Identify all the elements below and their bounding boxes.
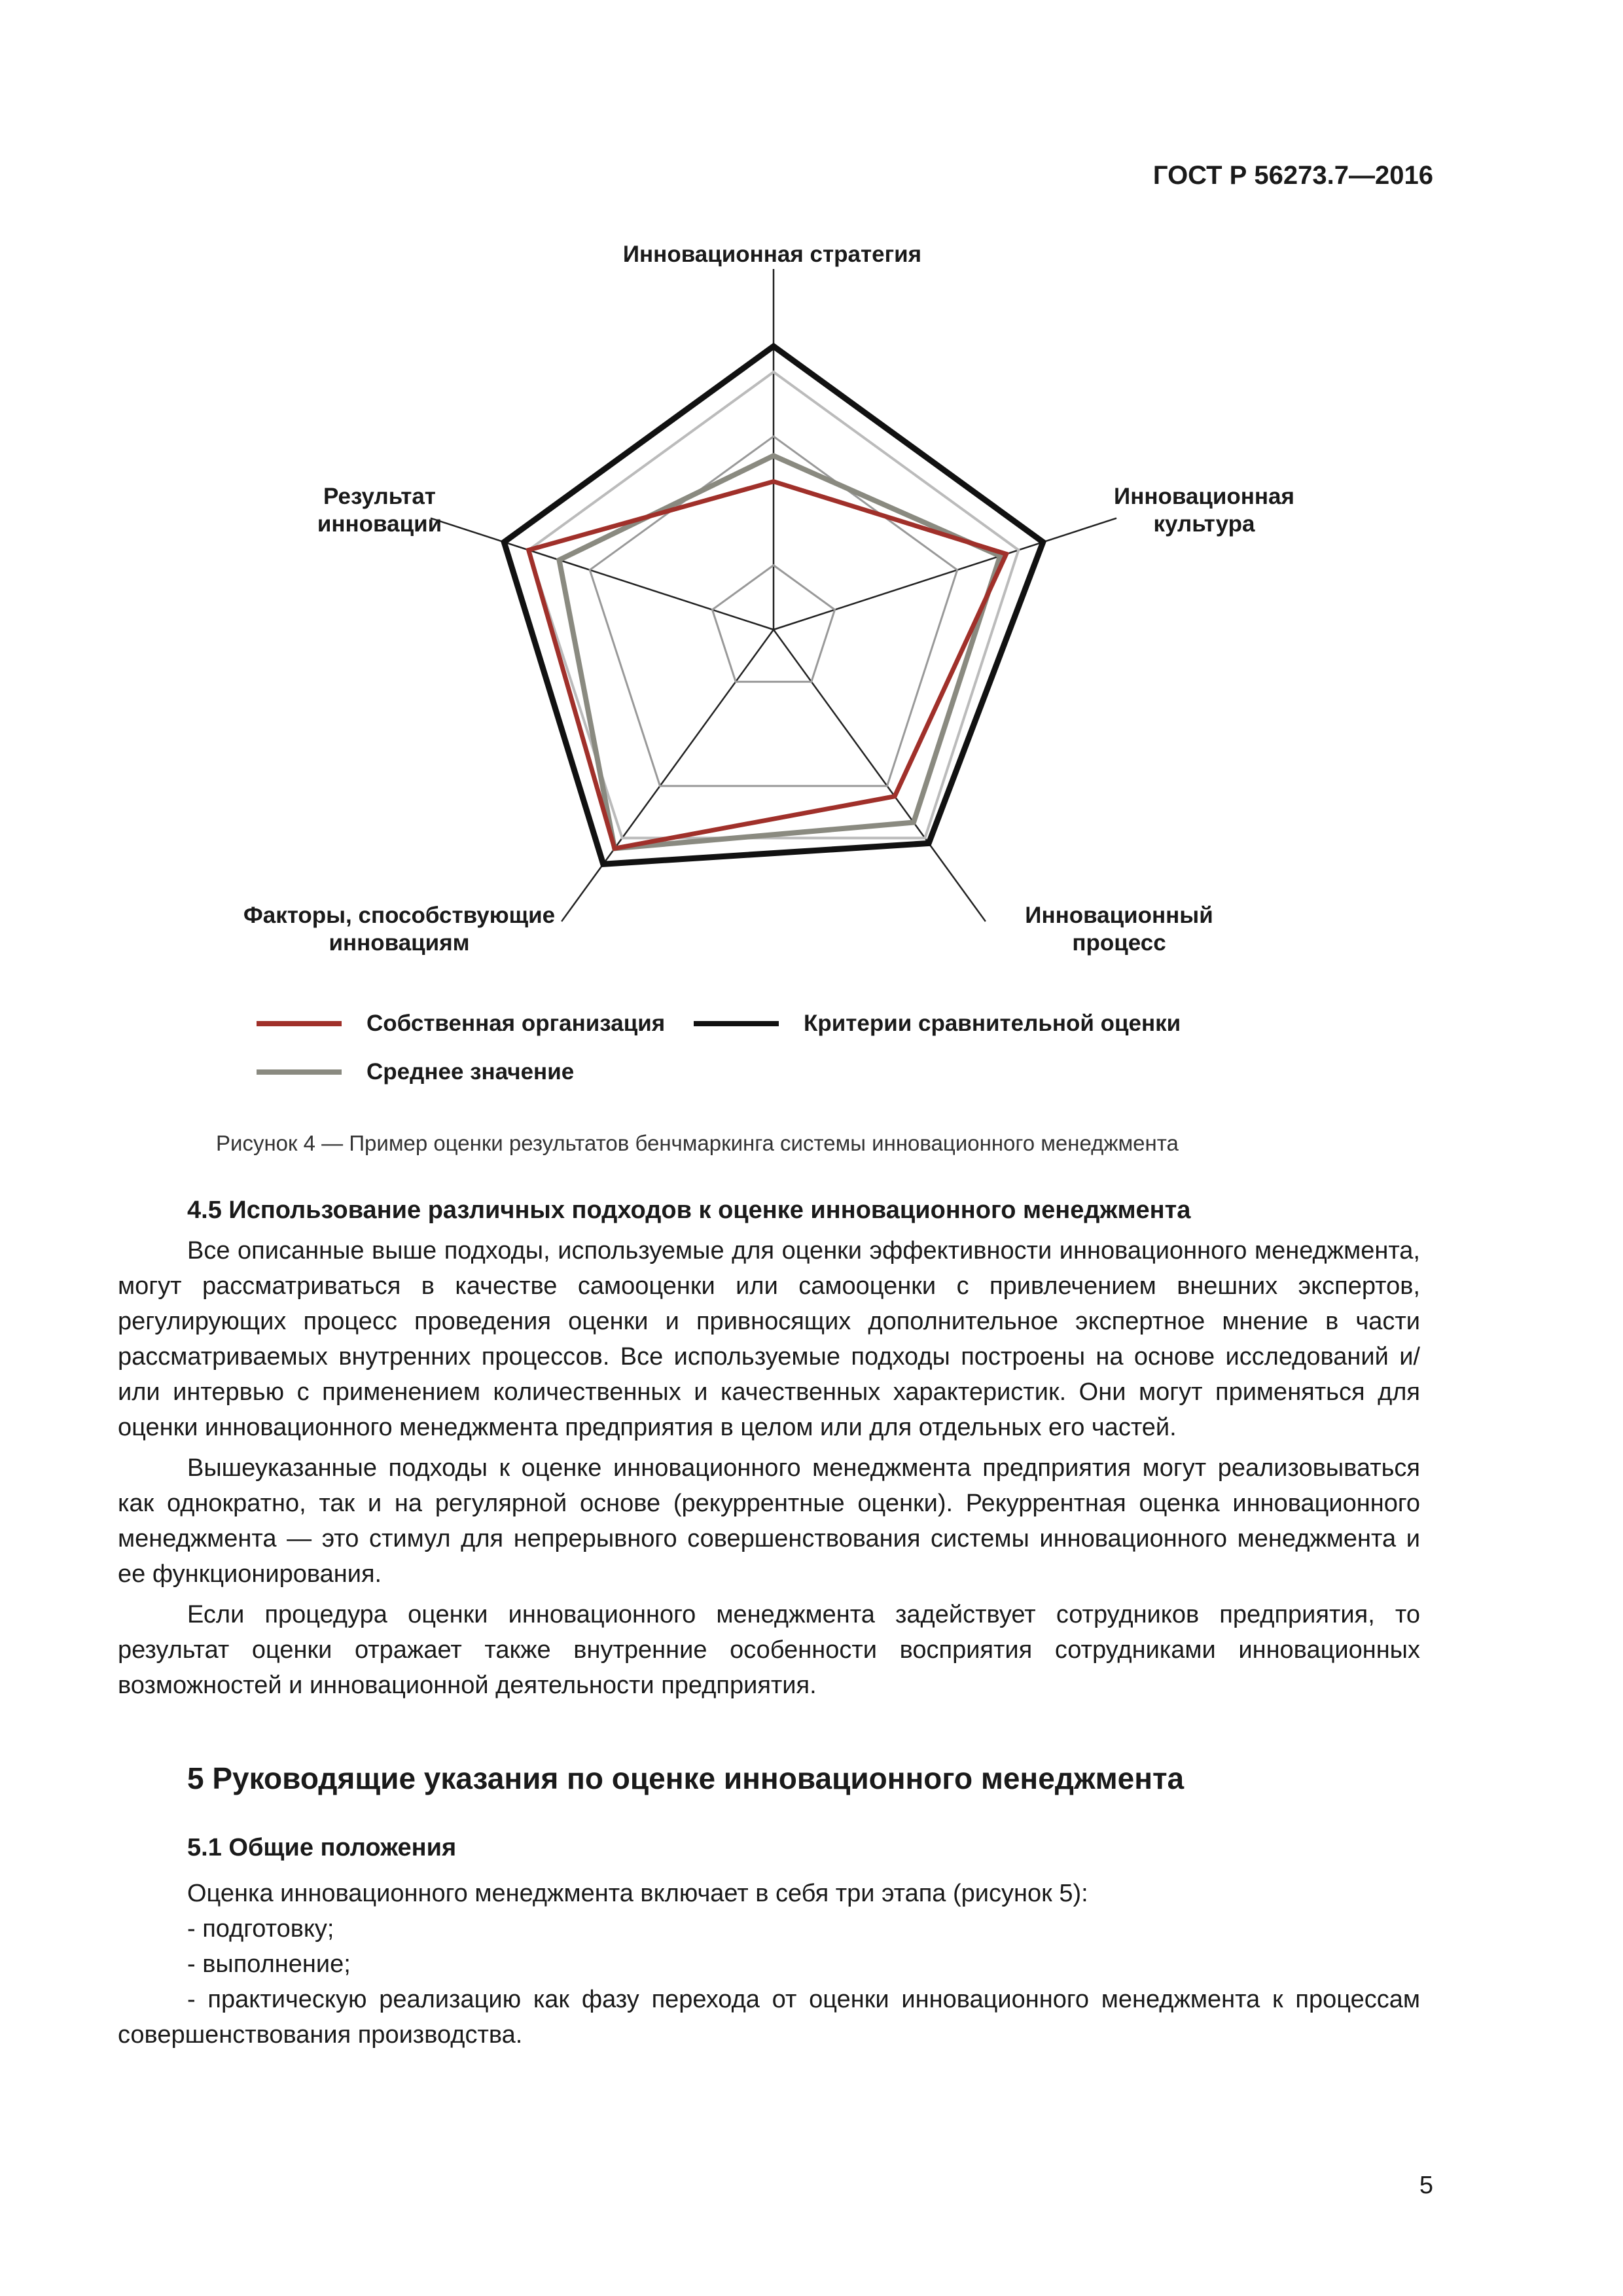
list-item: - выполнение;: [187, 1950, 351, 1978]
section-5: [118, 1761, 1420, 2053]
radar-chart: [0, 0, 1623, 1021]
section-5-1-heading: 5.1 Общие положения: [187, 1834, 457, 1861]
legend-criteria: Критерии сравнительной оценки: [694, 1011, 1181, 1037]
legend-own: Собственная организация: [257, 1011, 665, 1037]
paragraph: Если процедура оценки инновационного менеджмента задействует сотрудников предприятия, то результат оценки отражает также внутренние особенности восприятия сотрудниками инновационных возможностей и инновационной деятельности предприятия.: [118, 1601, 1420, 1699]
legend-own-swatch: [257, 1021, 342, 1026]
legend-average-swatch: [257, 1069, 342, 1075]
legend-average: Среднее значение: [257, 1059, 574, 1085]
document-code: ГОСТ Р 56273.7—2016: [1152, 161, 1433, 190]
paragraph: Вышеуказанные подходы к оценке инновационного менеджмента предприятия могут реализовываться как однократно, так и на регулярной основе (рекуррентные оценки). Рекуррентная оценка инновационного менеджмента — это стимул для непрерывного совершенствования системы инновационного менеджмента и ее функционирования.: [118, 1454, 1420, 1588]
section-5-heading: 5 Руководящие указания по оценке инновационного менеджмента: [187, 1761, 1185, 1795]
figure-caption: Рисунок 4 — Пример оценки результатов бенчмаркинга системы инновационного менеджмента: [216, 1131, 1179, 1155]
section-5-1-intro: Оценка инновационного менеджмента включает в себя три этапа (рисунок 5):: [187, 1880, 1088, 1907]
radar-series-2: [559, 456, 1000, 848]
axis-label-strategy: Инновационная стратегия: [622, 242, 922, 267]
section-4-5-heading: 4.5 Использование различных подходов к оценке инновационного менеджмента: [187, 1196, 1191, 1224]
legend-criteria-swatch: [694, 1021, 779, 1026]
list-item: - подготовку;: [187, 1915, 334, 1943]
axis-label-process: Инновационный процесс: [1025, 903, 1213, 956]
paragraph: Все описанные выше подходы, используемые для оценки эффективности инновационного менеджмента, могут рассматриваться в качестве самооценки или самооценки с привлечением внешних экспертов, регулирующих процесс проведения оценки и привносящих дополнительное экспертное мнение в части рассматриваемых внутренних процессов. Все используемые подходы построены на основе исследований и/или интервью с применением количественных и качественных характеристик. Они могут применяться для оценки инновационного менеджмента предприятия в целом или для отдельных его частей.: [118, 1237, 1420, 1441]
page-number: 5: [1419, 2172, 1433, 2199]
radar-series-0: [529, 482, 1007, 849]
list-item: - практическую реализацию как фазу перехода от оценки инновационного менеджмента к процессам совершенствования производства.: [118, 1986, 1420, 2049]
axis-label-result: Результат инновации: [317, 484, 442, 537]
axis-label-factors: Факторы, способствующие инновациям: [243, 903, 556, 956]
axis-label-culture: Инновационная культура: [1114, 484, 1294, 537]
section-4-5: [118, 1193, 1420, 1703]
